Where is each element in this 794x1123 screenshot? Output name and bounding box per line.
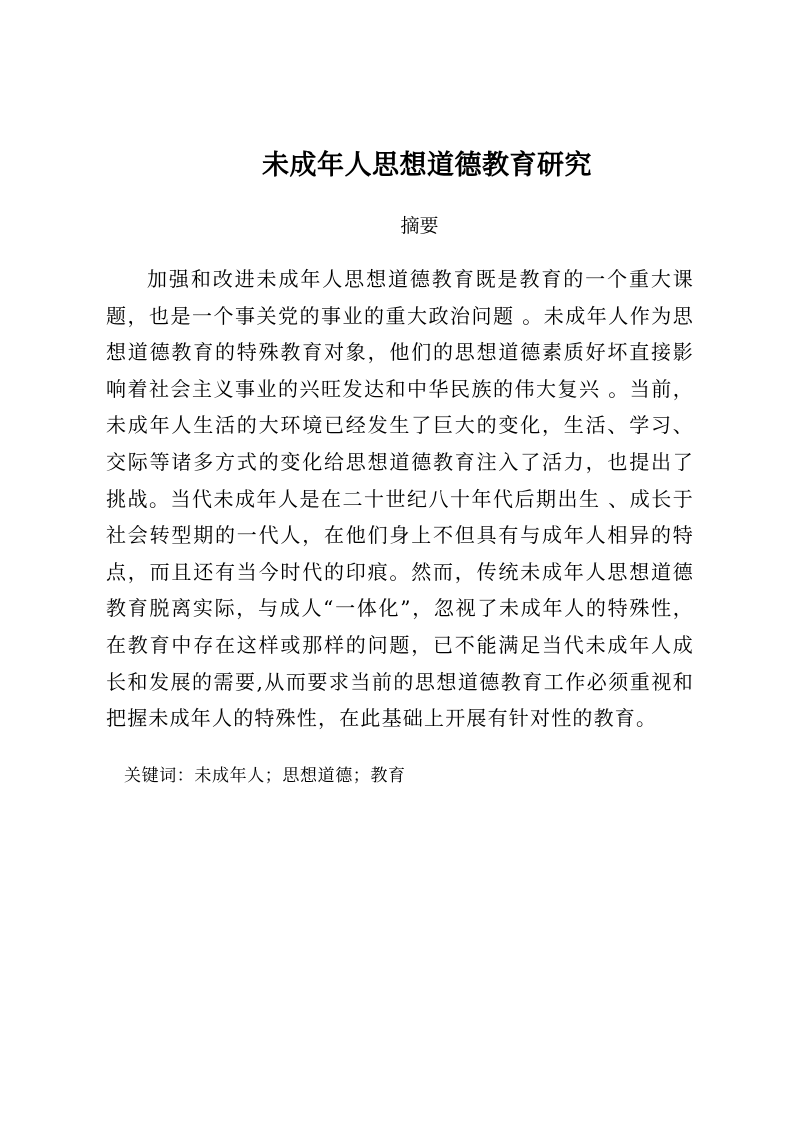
- abstract-paragraph: 加强和改进未成年人思想道德教育既是教育的一个重大课题，也是一个事关党的事业的重大政治问题 。未成年人作为思想道德教育的特殊教育对象，他们的思想道德素质好坏直接影响着社会主义事业的兴旺发达和中华民族的伟大复兴 。当前，未成年人生活的大环境已经发生了巨大的变化，生活、学习、交际等诸多方式的变化给思想道德教育注入了活力，也提出了挑战。当代未成年人是在二十世纪八十年代后期出生 、成长于社会转型期的一代人，在他们身上不但具有与成年人相异的特点，而且还有当今时代的印痕。然而，传统未成年人思想道德教育脱离实际，与成人“一体化”，忽视了未成年人的特殊性，在教育中存在这样或那样的问题，已不能满足当代未成年人成长和发展的需要,从而要求当前的思想道德教育工作必须重视和把握未成年人的特殊性，在此基础上开展有针对性的教育。: [106, 267, 694, 731]
- abstract-heading: 摘要: [400, 215, 439, 237]
- page-title: 未成年人思想道德教育研究: [262, 150, 592, 181]
- keywords-line: 关键词：未成年人；思想道德；教育: [124, 766, 406, 786]
